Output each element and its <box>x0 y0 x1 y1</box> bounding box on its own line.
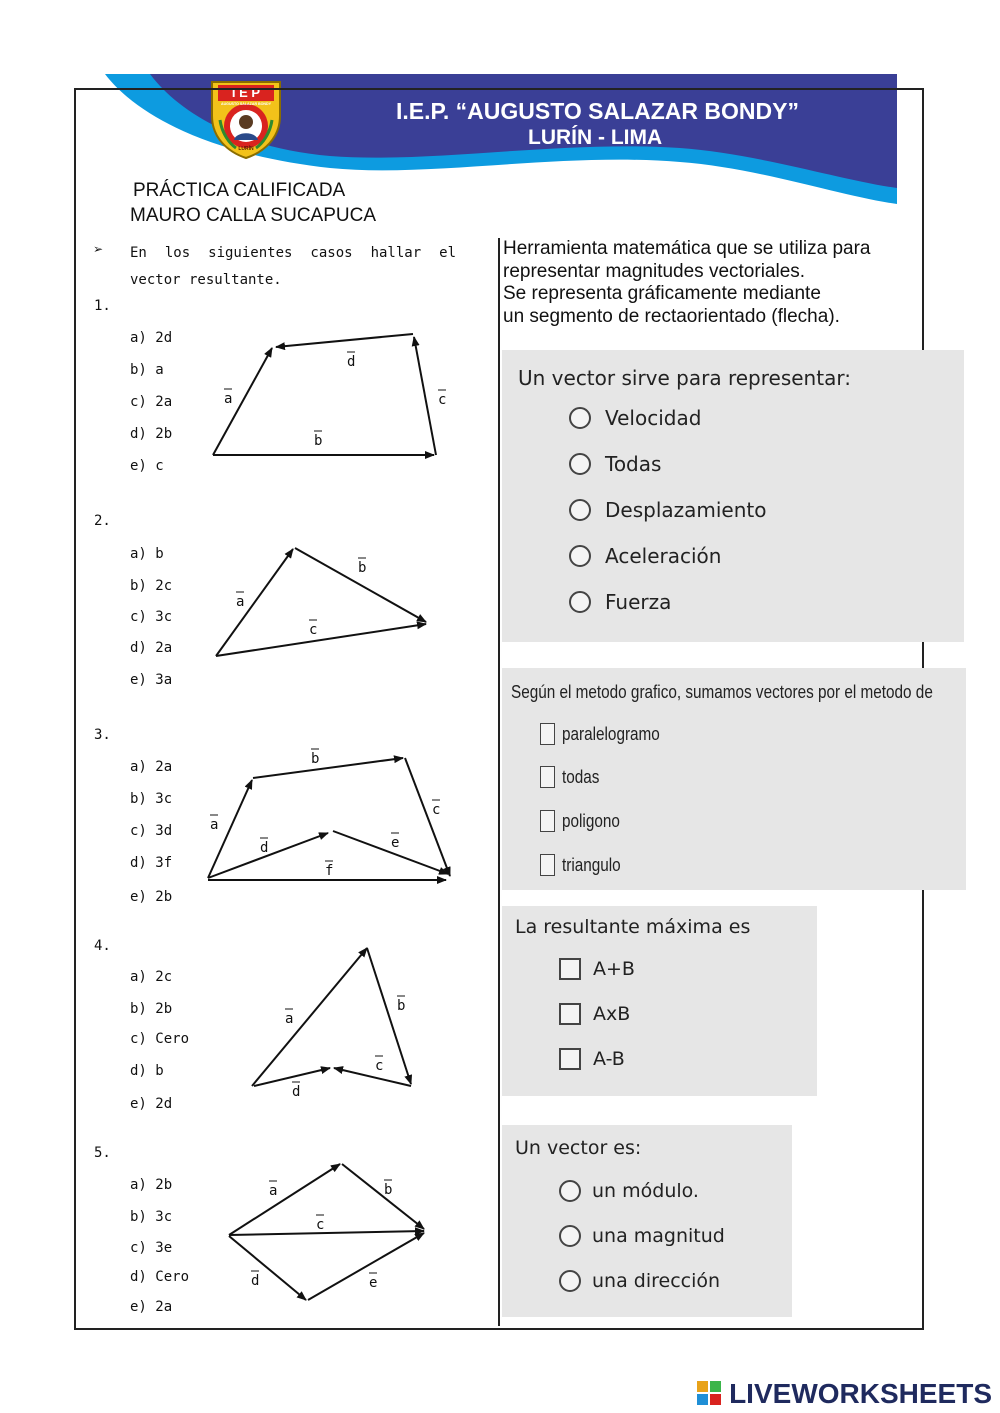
vector-label: a <box>236 594 245 610</box>
option-item: c) 3c <box>130 609 173 625</box>
vector-label: c <box>438 392 447 408</box>
option-item: a) b <box>130 546 164 562</box>
question-title: Según el metodo grafico, sumamos vectores por el metodo de <box>511 682 933 702</box>
student-name: MAURO CALLA SUCAPUCA <box>130 205 377 226</box>
radio-button[interactable] <box>569 453 591 475</box>
option-item: b) 2b <box>130 1001 173 1017</box>
radio-button[interactable] <box>559 1180 581 1202</box>
definition-line: un segmento de rectaorientado (flecha). <box>503 305 840 327</box>
school-name: I.E.P. “AUGUSTO SALAZAR BONDY” <box>396 98 799 124</box>
option-item: c) 3d <box>130 823 173 839</box>
option-item: c) Cero <box>130 1031 190 1047</box>
radio-button[interactable] <box>559 1270 581 1292</box>
quiz-panel-3 <box>502 906 817 1096</box>
vector-label: b <box>314 433 323 449</box>
option-item: c) 3e <box>130 1240 173 1256</box>
vector-arrow <box>216 624 426 656</box>
vector-label: d <box>251 1273 260 1289</box>
question-title: La resultante máxima es <box>515 916 751 938</box>
vector-definition <box>503 238 913 328</box>
vector-label: c <box>375 1058 384 1074</box>
checkbox[interactable] <box>559 1048 581 1070</box>
vector-label: f <box>325 863 334 879</box>
answer-option[interactable] <box>559 1270 720 1292</box>
definition-line: representar magnitudes vectoriales. <box>503 260 806 282</box>
radio-button[interactable] <box>569 591 591 613</box>
option-label: A-B <box>593 1048 625 1070</box>
liveworksheets-logo-icon <box>697 1381 721 1405</box>
vector-arrow <box>229 1236 306 1300</box>
option-label: Todas <box>605 452 662 476</box>
answer-option[interactable] <box>559 1225 725 1247</box>
vector-label: c <box>309 622 318 638</box>
option-item: d) 2a <box>130 640 173 656</box>
quiz-panel-1 <box>502 350 964 642</box>
answer-option[interactable] <box>569 498 766 522</box>
definition-line: Se representa gráficamente mediante <box>503 283 821 304</box>
option-item: a) 2d <box>130 330 173 346</box>
problem-number: 3. <box>94 727 111 743</box>
problem-number: 1. <box>94 298 111 314</box>
option-label: triangulo <box>562 854 621 875</box>
vector-arrow <box>252 948 367 1086</box>
option-label: una dirección <box>592 1270 721 1292</box>
checkbox[interactable] <box>540 854 555 876</box>
answer-option[interactable] <box>559 1048 625 1070</box>
option-label: A+B <box>593 958 635 980</box>
vector-arrow <box>405 758 450 876</box>
answer-option[interactable] <box>540 766 606 788</box>
checkbox[interactable] <box>540 766 555 788</box>
option-label: Desplazamiento <box>605 498 767 522</box>
vector-arrow <box>308 1233 424 1300</box>
vector-label: a <box>224 391 233 407</box>
vector-label: d <box>347 354 356 370</box>
checkbox[interactable] <box>540 810 555 832</box>
option-item: c) 2a <box>130 394 173 410</box>
answer-option[interactable] <box>559 1180 699 1202</box>
answer-option[interactable] <box>540 723 677 745</box>
option-item: e) 2a <box>130 1299 173 1315</box>
vector-label: a <box>285 1011 294 1027</box>
option-label: Aceleración <box>605 544 722 568</box>
option-item: d) Cero <box>130 1269 190 1285</box>
option-label: Fuerza <box>605 590 672 614</box>
answer-option[interactable] <box>540 810 630 832</box>
option-item: b) a <box>130 362 164 378</box>
school-location: LURÍN - LIMA <box>528 126 663 149</box>
quiz-panel-4 <box>502 1125 792 1317</box>
vector-label: d <box>292 1084 301 1100</box>
instructions-text: En los siguientes casos hallar el vector resultante. <box>130 245 456 288</box>
vector-label: d <box>260 840 269 856</box>
option-item: e) 2b <box>130 889 173 905</box>
option-label: un módulo. <box>592 1180 699 1202</box>
radio-button[interactable] <box>569 499 591 521</box>
answer-option[interactable] <box>569 590 671 614</box>
definition-line: Herramienta matemática que se utiliza para <box>503 238 871 259</box>
option-item: a) 2a <box>130 759 173 775</box>
vector-label: e <box>369 1275 378 1291</box>
option-item: b) 3c <box>130 791 173 807</box>
exam-title: PRÁCTICA CALIFICADA <box>133 180 346 201</box>
option-item: b) 3c <box>130 1209 173 1225</box>
vector-label: b <box>311 751 320 767</box>
logo-ring-text: AUGUSTO SALAZAR BONDY <box>220 102 272 106</box>
logo-bottom-text: LURÍN <box>238 146 254 152</box>
option-label: una magnitud <box>592 1225 725 1247</box>
vector-arrow <box>334 1068 411 1086</box>
problem-number: 5. <box>94 1145 111 1161</box>
answer-option[interactable] <box>559 958 635 980</box>
vector-arrow <box>229 1231 424 1235</box>
vector-label: b <box>358 560 367 576</box>
question-title: Un vector es: <box>515 1137 642 1159</box>
vector-arrow <box>414 337 436 455</box>
radio-button[interactable] <box>569 545 591 567</box>
vector-label: e <box>391 835 400 851</box>
option-label: todas <box>562 766 600 787</box>
vector-arrow <box>216 549 293 656</box>
logo-letters: I E P <box>231 85 261 100</box>
option-label: poligono <box>562 810 620 831</box>
vector-label: a <box>210 817 219 833</box>
checkbox[interactable] <box>559 958 581 980</box>
option-item: e) 2d <box>130 1096 173 1112</box>
vector-arrow <box>253 758 403 778</box>
radio-button[interactable] <box>569 407 591 429</box>
answer-option[interactable] <box>569 406 701 430</box>
answer-option[interactable] <box>559 1003 630 1025</box>
vector-label: a <box>269 1183 278 1199</box>
option-item: e) c <box>130 458 164 474</box>
option-item: d) 3f <box>130 855 173 871</box>
question-title: Un vector sirve para representar: <box>518 366 851 390</box>
answer-option[interactable] <box>540 854 631 876</box>
vector-arrow <box>342 1164 424 1229</box>
option-label: Velocidad <box>605 406 702 430</box>
vector-label: b <box>397 998 406 1014</box>
checkbox[interactable] <box>540 723 555 745</box>
quiz-panel-2 <box>502 668 966 890</box>
bullet-arrow-icon: ➢ <box>93 242 104 256</box>
option-item: a) 2b <box>130 1177 173 1193</box>
option-label: paralelogramo <box>562 723 660 744</box>
vector-label: b <box>384 1182 393 1198</box>
option-item: d) b <box>130 1063 164 1079</box>
option-item: a) 2c <box>130 969 173 985</box>
vector-arrow <box>213 348 272 455</box>
vector-label: c <box>316 1217 325 1233</box>
option-item: d) 2b <box>130 426 173 442</box>
option-item: b) 2c <box>130 578 173 594</box>
problem-number: 2. <box>94 513 111 529</box>
answer-option[interactable] <box>569 452 661 476</box>
radio-button[interactable] <box>559 1225 581 1247</box>
brand-wordmark: LIVEWORKSHEETS <box>729 1378 992 1409</box>
checkbox[interactable] <box>559 1003 581 1025</box>
answer-option[interactable] <box>569 544 721 568</box>
vector-arrow <box>367 948 411 1084</box>
option-label: AxB <box>593 1003 631 1025</box>
vector-label: c <box>432 802 441 818</box>
option-item: e) 3a <box>130 672 173 688</box>
vector-arrow <box>276 334 413 347</box>
problem-number: 4. <box>94 938 111 954</box>
